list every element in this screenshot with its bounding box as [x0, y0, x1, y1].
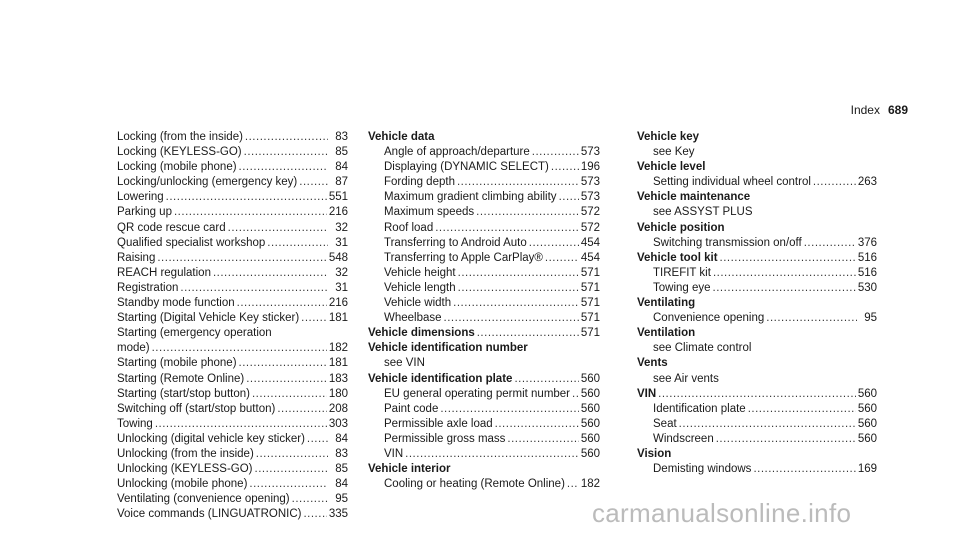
entry-page-number: 196 — [580, 161, 600, 174]
entry-page-number: 84 — [335, 478, 348, 491]
entry-page-number: 571 — [580, 266, 600, 279]
dot-leader — [246, 372, 327, 387]
index-entry — [117, 281, 348, 296]
index-heading: Vehicle level — [637, 161, 706, 174]
dot-leader — [249, 477, 328, 492]
dot-leader — [458, 266, 579, 281]
index-entry — [117, 387, 348, 402]
index-entry — [368, 221, 600, 236]
dot-leader — [495, 417, 579, 432]
dot-leader — [559, 190, 579, 205]
entry-page-number: 181 — [328, 357, 348, 370]
index-column-2 — [368, 130, 600, 492]
index-entry — [117, 447, 348, 462]
entry-page-number: 560 — [580, 447, 600, 460]
index-entry — [368, 160, 600, 175]
dot-leader — [435, 221, 579, 236]
dot-leader — [239, 160, 328, 175]
index-entry: see Key — [653, 146, 695, 159]
entry-term: Paint code — [384, 402, 439, 415]
index-entry — [368, 175, 600, 190]
dot-leader — [405, 447, 579, 462]
entry-page-number: 83 — [335, 131, 348, 143]
entry-page-number: 530 — [857, 281, 877, 294]
entry-page-number: 548 — [328, 251, 348, 264]
entry-term: Wheelbase — [384, 312, 442, 325]
index-entry — [368, 251, 600, 266]
entry-term: Registration — [117, 281, 179, 294]
index-heading: Vehicle position — [637, 221, 725, 234]
entry-term: Permissible gross mass — [384, 432, 506, 445]
entry-term: Vehicle length — [384, 281, 456, 294]
entry-page-number: 573 — [580, 146, 600, 159]
dot-leader — [255, 462, 329, 477]
index-entry — [637, 432, 877, 447]
entry-term: Maximum gradient climbing ability — [384, 191, 557, 204]
entry-page-number: 560 — [857, 387, 877, 400]
entry-term: Fording depth — [384, 176, 455, 189]
dot-leader — [720, 251, 856, 266]
index-entry — [368, 190, 600, 205]
index-entry — [117, 236, 348, 251]
entry-page-number: 180 — [328, 387, 348, 400]
entry-term: Switching transmission on/off — [653, 236, 802, 249]
index-entry — [637, 236, 877, 251]
dot-leader — [174, 205, 327, 220]
dot-leader — [551, 160, 579, 175]
index-entry — [368, 236, 600, 251]
entry-page-number: 183 — [328, 372, 348, 385]
entry-term: Permissible axle load — [384, 417, 493, 430]
entry-term: Lowering — [117, 191, 164, 204]
entry-page-number: 216 — [328, 297, 348, 310]
index-entry — [368, 432, 600, 447]
entry-term: Unlocking (digital vehicle key sticker) — [117, 432, 305, 445]
dot-leader — [152, 341, 327, 356]
dot-leader — [303, 507, 326, 522]
entry-page-number: 32 — [335, 266, 348, 279]
entry-page-number: 31 — [335, 281, 348, 294]
watermark-text: carmanualsonline.info — [592, 498, 852, 528]
dot-leader — [252, 387, 327, 402]
entry-page-number: 376 — [857, 236, 877, 249]
entry-term: REACH regulation — [117, 266, 211, 279]
index-entry — [368, 387, 600, 402]
entry-page-number: 560 — [857, 402, 877, 415]
entry-page-number: 85 — [335, 463, 348, 476]
index-entry — [117, 311, 348, 326]
page-number: 689 — [887, 103, 908, 117]
index-entry — [117, 221, 348, 236]
dot-leader — [532, 145, 579, 160]
dot-leader — [748, 402, 856, 417]
index-entry — [637, 175, 877, 190]
entry-term: TIREFIT kit — [653, 266, 711, 279]
index-entry — [637, 462, 877, 477]
entry-term: VIN — [637, 387, 657, 400]
dot-leader — [477, 326, 579, 341]
entry-page-number: 560 — [857, 432, 877, 445]
entry-page-number: 516 — [857, 251, 877, 264]
dot-leader — [572, 387, 579, 402]
entry-term: Vehicle dimensions — [368, 327, 475, 340]
entry-page-number: 560 — [580, 387, 600, 400]
entry-page-number: 32 — [335, 221, 348, 234]
entry-page-number: 572 — [580, 221, 600, 234]
entry-page-number: 454 — [580, 236, 600, 249]
dot-leader — [244, 145, 328, 160]
dot-leader — [458, 281, 579, 296]
entry-term: Vehicle height — [384, 266, 456, 279]
index-heading — [637, 387, 877, 402]
dot-leader — [804, 236, 856, 251]
index-entry — [368, 311, 600, 326]
entry-term: mode) — [117, 342, 150, 355]
entry-term: Starting (Remote Online) — [117, 372, 245, 385]
entry-page-number: 85 — [335, 146, 348, 159]
dot-leader — [277, 402, 327, 417]
index-entry — [637, 417, 877, 432]
entry-page-number: 560 — [857, 417, 877, 430]
index-heading — [368, 372, 600, 387]
index-entry — [117, 356, 348, 371]
entry-term: Locking/unlocking (emergency key) — [117, 176, 298, 189]
entry-page-number: 216 — [328, 206, 348, 219]
dot-leader — [292, 492, 328, 507]
dot-leader — [267, 236, 328, 251]
entry-term: Switching off (start/stop button) — [117, 402, 276, 415]
entry-page-number: 560 — [580, 402, 600, 415]
index-entry — [368, 281, 600, 296]
index-entry — [117, 492, 348, 507]
entry-page-number: 560 — [580, 417, 600, 430]
index-entry — [117, 296, 348, 311]
index-entry: see VIN — [384, 357, 425, 370]
entry-term: Ventilating (convenience opening) — [117, 493, 290, 506]
index-entry — [117, 417, 348, 432]
entry-page-number: 303 — [328, 417, 348, 430]
entry-page-number: 571 — [580, 312, 600, 325]
entry-page-number: 208 — [328, 402, 348, 415]
dot-leader — [457, 175, 579, 190]
index-entry — [637, 311, 877, 326]
index-entry — [117, 341, 348, 356]
index-entry: see Climate control — [653, 342, 752, 355]
dot-leader — [301, 311, 327, 326]
entry-term: Transferring to Android Auto — [384, 236, 527, 249]
dot-leader — [753, 462, 855, 477]
index-entry — [368, 266, 600, 281]
dot-leader — [716, 432, 856, 447]
entry-page-number: 572 — [580, 206, 600, 219]
dot-leader — [713, 281, 856, 296]
index-entry — [117, 432, 348, 447]
index-heading: Vents — [637, 357, 668, 370]
entry-page-number: 181 — [328, 312, 348, 325]
entry-page-number: 87 — [335, 176, 348, 189]
index-heading — [368, 326, 600, 341]
index-entry — [117, 266, 348, 281]
entry-page-number: 95 — [864, 312, 877, 325]
entry-page-number: 454 — [580, 251, 600, 264]
entry-term: Vehicle width — [384, 297, 452, 310]
entry-page-number: 571 — [580, 281, 600, 294]
entry-term: Displaying (DYNAMIC SELECT) — [384, 161, 549, 174]
index-entry — [117, 402, 348, 417]
entry-page-number: 182 — [328, 342, 348, 355]
entry-term: Angle of approach/departure — [384, 146, 530, 159]
index-entry — [117, 251, 348, 266]
entry-term: Vehicle identification plate — [368, 372, 513, 385]
entry-page-number: 31 — [335, 236, 348, 249]
entry-term: Starting (Digital Vehicle Key sticker) — [117, 312, 300, 325]
dot-leader — [453, 296, 579, 311]
index-heading — [637, 251, 877, 266]
index-heading: Vehicle data — [368, 131, 435, 143]
index-entry — [368, 447, 600, 462]
entry-term: Locking (KEYLESS-GO) — [117, 146, 242, 159]
index-entry — [368, 145, 600, 160]
index-heading: Vehicle maintenance — [637, 191, 751, 204]
index-heading: Vehicle key — [637, 131, 700, 143]
entry-term: Locking (mobile phone) — [117, 161, 237, 174]
dot-leader — [157, 251, 326, 266]
entry-page-number: 83 — [335, 447, 348, 460]
entry-term: Parking up — [117, 206, 172, 219]
index-heading: Ventilation — [637, 327, 696, 340]
entry-term: Towing — [117, 417, 153, 430]
dot-leader — [766, 311, 857, 326]
entry-page-number: 169 — [857, 463, 877, 476]
dot-leader — [213, 266, 328, 281]
entry-page-number: 335 — [328, 508, 348, 521]
dot-leader — [440, 402, 578, 417]
index-heading: Vehicle interior — [368, 463, 451, 476]
entry-term: Transferring to Apple CarPlay® — [384, 251, 543, 264]
index-entry — [368, 477, 600, 492]
dot-leader — [713, 266, 856, 281]
dot-leader — [545, 251, 579, 266]
index-entry — [117, 175, 348, 190]
index-entry — [117, 205, 348, 220]
entry-page-number: 516 — [857, 266, 877, 279]
entry-term: Identification plate — [653, 402, 746, 415]
entry-term: EU general operating permit number — [384, 387, 571, 400]
entry-term: Raising — [117, 251, 156, 264]
dot-leader — [237, 296, 327, 311]
entry-page-number: 573 — [580, 176, 600, 189]
entry-page-number: 263 — [857, 176, 877, 189]
page-header — [851, 103, 908, 117]
index-entry — [117, 145, 348, 160]
dot-leader — [256, 447, 328, 462]
entry-term: Roof load — [384, 221, 434, 234]
entry-term: Locking (from the inside) — [117, 131, 243, 143]
dot-leader — [813, 175, 856, 190]
index-entry: see ASSYST PLUS — [653, 206, 753, 219]
entry-term: Towing eye — [653, 281, 711, 294]
entry-page-number: 560 — [580, 372, 600, 385]
index-entry — [637, 281, 877, 296]
index-entry — [117, 130, 348, 145]
entry-term: Demisting windows — [653, 463, 752, 476]
entry-term: Vehicle tool kit — [637, 251, 718, 264]
index-entry — [117, 160, 348, 175]
entry-page-number: 571 — [580, 327, 600, 340]
dot-leader — [245, 130, 328, 145]
entry-term: Qualified specialist workshop — [117, 236, 266, 249]
entry-term: VIN — [384, 447, 404, 460]
entry-page-number: 573 — [580, 191, 600, 204]
entry-term: Setting individual wheel control — [653, 176, 811, 189]
dot-leader — [529, 236, 579, 251]
index-entry — [368, 205, 600, 220]
index-heading: Vehicle identification number — [368, 342, 528, 355]
dot-leader — [507, 432, 578, 447]
entry-term: Maximum speeds — [384, 206, 475, 219]
dot-leader — [299, 175, 328, 190]
entry-page-number: 95 — [335, 493, 348, 506]
dot-leader — [307, 432, 328, 447]
index-entry — [368, 402, 600, 417]
entry-term: Starting (start/stop button) — [117, 387, 250, 400]
index-entry — [117, 372, 348, 387]
entry-term: Unlocking (from the inside) — [117, 447, 254, 460]
dot-leader — [658, 387, 856, 402]
dot-leader — [155, 417, 327, 432]
dot-leader — [567, 477, 579, 492]
entry-term: Cooling or heating (Remote Online) — [384, 478, 565, 491]
entry-term: Windscreen — [653, 432, 714, 445]
entry-page-number: 84 — [335, 161, 348, 174]
dot-leader — [679, 417, 856, 432]
index-entry — [117, 477, 348, 492]
entry-term: Voice commands (LINGUATRONIC) — [117, 508, 302, 521]
index-entry — [368, 417, 600, 432]
index-column-1 — [117, 130, 348, 522]
entry-page-number: 560 — [580, 432, 600, 445]
index-entry — [117, 507, 348, 522]
dot-leader — [180, 281, 328, 296]
entry-term: Standby mode function — [117, 297, 235, 310]
entry-term: QR code rescue card — [117, 221, 226, 234]
index-entry: see Air vents — [653, 372, 719, 385]
entry-term: Seat — [653, 417, 677, 430]
dot-leader — [166, 190, 327, 205]
entry-page-number: 551 — [328, 191, 348, 204]
dot-leader — [228, 221, 328, 236]
entry-term: Unlocking (KEYLESS-GO) — [117, 463, 253, 476]
entry-page-number: 182 — [580, 478, 600, 491]
index-entry — [117, 462, 348, 477]
entry-term: Unlocking (mobile phone) — [117, 478, 248, 491]
index-entry — [637, 402, 877, 417]
entry-term: Convenience opening — [653, 312, 765, 325]
index-column-3 — [637, 130, 877, 477]
dot-leader — [239, 356, 327, 371]
entry-page-number: 84 — [335, 432, 348, 445]
index-entry — [637, 266, 877, 281]
index-heading: Ventilating — [637, 297, 696, 310]
index-entry — [117, 190, 348, 205]
dot-leader — [514, 372, 578, 387]
index-heading: Vision — [637, 447, 672, 460]
entry-page-number: 571 — [580, 297, 600, 310]
dot-leader — [444, 311, 579, 326]
entry-term: Starting (mobile phone) — [117, 357, 237, 370]
dot-leader — [476, 205, 579, 220]
index-entry: Starting (emergency operation — [117, 327, 272, 340]
section-title: Index — [850, 103, 880, 117]
index-entry — [368, 296, 600, 311]
